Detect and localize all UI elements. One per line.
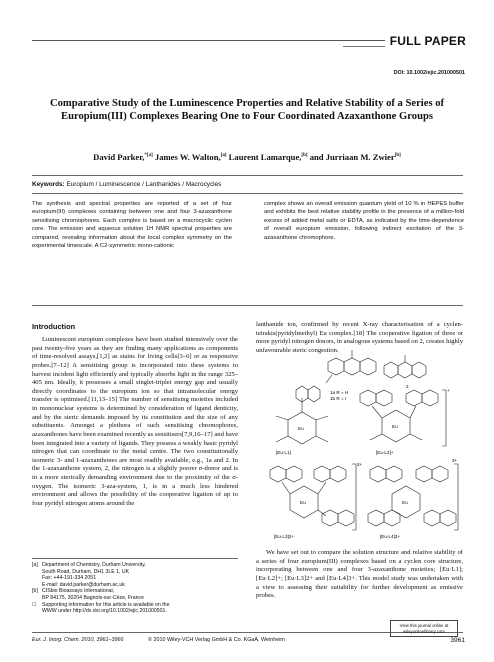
eu-center: Eu bbox=[300, 500, 306, 505]
complex-4-structure bbox=[368, 466, 456, 526]
footnote-affiliation-a: [a] Department of Chemistry, Durham University, South Road, Durham, DH1 3LE 1, UK Fax: +44-191-334 2051 E-mail: david.parker@durham.ac.uk bbox=[32, 562, 146, 588]
view-online-badge[interactable]: View this journal online at wileyonlinelibrary.com bbox=[390, 620, 458, 637]
doi: DOI: 10.1002/ejic.201000501 bbox=[393, 70, 465, 76]
azaxanthone-1-structure bbox=[326, 350, 376, 383]
complex-label-2: [Eu·L2]+ bbox=[376, 450, 394, 455]
author: David Parker,$^{*[a]}$ bbox=[93, 152, 153, 162]
complex-3-structure bbox=[270, 466, 354, 526]
abstract-left: The synthesis and spectral properties are reported of a set of four europium(III) complexes containing between one and four 3-azaxanthone sensitising chromophores. Each complex is based on a macrocyclic cyclen core. The emission and aqueous solution 1H NMR spectral properties are compared, revealing information about the local complex symmetry on the experimental timescale. A C2-symmetric mono-cationic bbox=[32, 201, 232, 250]
author: and Jurriaan M. Zwier[b] bbox=[309, 152, 401, 162]
section-heading: Introduction bbox=[32, 322, 76, 331]
intro-text-left: Luminescent europium complexes have been studied intensively over the past twenty-five years as they are finding many applications as components of time-resolved assays,[1,2] as stains for living cells[3–6] or as responsive probes.[7–12] A sensitising group is incorporated into these systems to harvest incident light efficiently and typically absorbs light in the range 325–405 nm. Ideally, it possesses a small singlet-triplet energy gap and usually directly coordinates to the europium ion so that intramolecular energy transfer is optimised.[11,13–15] The number of sensitising moieties included in mononuclear systems is determined by consideration of ligand denticity, and by the steric demands imposed by its constitution and the size of any substituents. Amongst a plethora of such sensitising chromophores, azaxanthones have been examined recently as sensitisers[7,9,16–17] and have been integrated into a variety of ligands. They possess a weakly basic pyridyl nitrogen that can coordinate to the metal centre. The two constitutionally isomeric 3- and 1-azaxanthones are most readily available, e.g., 1a and 2. In the 1-azaxanthone system, 2, the nitrogen is a slightly poorer σ-donor and is in a more sterically demanding environment due to the proximity of the σ-oxygen. The isomeric 3-aza-system, 1, is in a much less hindered environment and allows the possibility of the cooperative ligation of up to four pyridyl nitrogen atoms around the bbox=[32, 336, 238, 507]
article-title: Comparative Study of the Luminescence Properties and Relative Stability of a Series of Europium(III) Complexes Bearing One to Four Coordinated Azaxanthone Groups bbox=[49, 98, 445, 122]
author: Laurent Lamarque,[b] bbox=[228, 152, 308, 162]
footnotes bbox=[32, 562, 238, 615]
footnote-affiliation-b: [b] CISbio Bioassays International, BP 84175, 30204 Bagnols-sur-Cèze, France bbox=[32, 588, 144, 601]
chemical-structures-figure bbox=[256, 328, 464, 541]
complex-1-structure bbox=[276, 386, 328, 444]
divider bbox=[32, 175, 463, 176]
charge-label: 3+ bbox=[452, 458, 458, 463]
compound-label-1a: 1a R = H bbox=[330, 390, 349, 395]
divider bbox=[32, 305, 463, 306]
azaxanthone-2-structure bbox=[384, 355, 426, 378]
author: James W. Walton,[a] bbox=[154, 152, 227, 162]
complex-label-3: [Eu·L3]2+ bbox=[274, 534, 295, 539]
abstract-right: complex shows an overall emission quantum yield of 10 % in HEPES buffer and exhibits the best relative stability profile in the presence of a million-fold excess of added metal salts or EDTA, as indicated by the time-dependence of overall europium emission, following indirect excitation of the 3-azaxanthone chromophore. bbox=[264, 201, 464, 241]
document-icon: ☐ bbox=[32, 601, 37, 608]
footnote-rule bbox=[32, 558, 238, 559]
page-number: 3961 bbox=[450, 637, 465, 644]
copyright: © 2010 Wiley-VCH Verlag GmbH & Co. KGaA, Weinheim bbox=[148, 637, 285, 643]
header-rule bbox=[32, 40, 438, 41]
intro-text-right-bottom: We have set out to compare the solution structure and relative stability of a series of four europium(III) complexes based on a cyclen core structure, incorporating between one and four 3-azaxanthone moieties; [Eu·L1]; [Eu·L2]+; [Eu·L3]2+ and [Eu·L4]3+. This model study was undertaken with a view to assessing their suitability for further development as emissive probes. bbox=[256, 549, 463, 600]
eu-center: Eu bbox=[402, 500, 408, 505]
section-label: FULL PAPER bbox=[385, 34, 466, 48]
author-list bbox=[30, 152, 464, 162]
footnote-supporting-info: ☐ Supporting information for this article is available on the WWW under http://dx.doi.org/10.1002/ejic.201000501. bbox=[32, 601, 170, 615]
eu-center: Eu bbox=[298, 426, 304, 431]
complex-label-1: [Eu·L1] bbox=[276, 450, 291, 455]
complex-2-structure bbox=[360, 390, 438, 442]
compound-label-1b: 1b R = I bbox=[330, 396, 347, 401]
divider bbox=[32, 193, 463, 194]
eu-center: Eu bbox=[392, 424, 398, 429]
compound-label-2: 2 bbox=[406, 384, 409, 389]
complex-label-4: [Eu·L4]3+ bbox=[380, 534, 401, 539]
charge-label: + bbox=[447, 388, 450, 393]
journal-citation: Eur. J. Inorg. Chem. 2010, 3961–3966 bbox=[32, 637, 124, 643]
keywords: Keywords: Europium / Luminescence / Lanthanides / Macrocycles bbox=[32, 181, 222, 188]
intro-text-right-top: lanthanide ion, confirmed by recent X-ray characterisation of a cyclen-tetrakis(pyridylmethyl) Eu complex.[18] The cooperative ligation of three or more pyridyl nitrogen donors, in analogous systems based on 2, creates highly unfavourable steric congestion. bbox=[256, 321, 463, 354]
charge-label: 2+ bbox=[357, 462, 363, 467]
